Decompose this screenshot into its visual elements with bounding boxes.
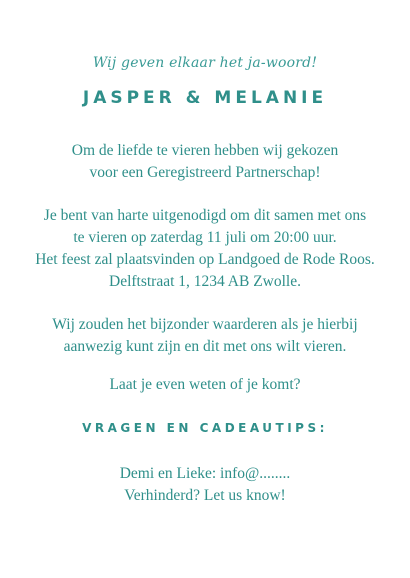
- contact-line: Verhinderd? Let us know!: [124, 487, 286, 504]
- text-line: Wij zouden het bijzonder waarderen als je hierbij: [52, 316, 358, 333]
- appreciation-paragraph: [0, 314, 410, 358]
- text-line: Je bent van harte uitgenodigd om dit samen met ons: [43, 207, 367, 224]
- couple-names-title: JASPER & MELANIE: [82, 88, 328, 108]
- partnership-paragraph: [0, 140, 410, 184]
- intro-script-text: Wij geven elkaar het ja-woord!: [92, 55, 318, 71]
- text-line: Om de liefde te vieren hebben wij gekozen: [71, 142, 339, 159]
- address-line: Delftstraat 1, 1234 AB Zwolle.: [109, 273, 301, 290]
- rsvp-line: [0, 374, 410, 396]
- text-line: Het feest zal plaatsvinden op Landgoed de Rode Roos.: [35, 251, 375, 268]
- text-line: aanwezig kunt zijn en dit met ons wilt vieren.: [63, 338, 347, 355]
- text-line: te vieren op zaterdag 11 juli om 20:00 uur.: [73, 229, 337, 246]
- contact-line: Demi en Lieke: info@........: [119, 465, 291, 482]
- contact-paragraph: [0, 463, 410, 507]
- rsvp-text: Laat je even weten of je komt?: [109, 376, 301, 393]
- invitation-details-paragraph: [0, 205, 410, 293]
- questions-heading: VRAGEN EN CADEAUTIPS:: [82, 421, 328, 435]
- text-line: voor een Geregistreerd Partnerschap!: [89, 164, 321, 181]
